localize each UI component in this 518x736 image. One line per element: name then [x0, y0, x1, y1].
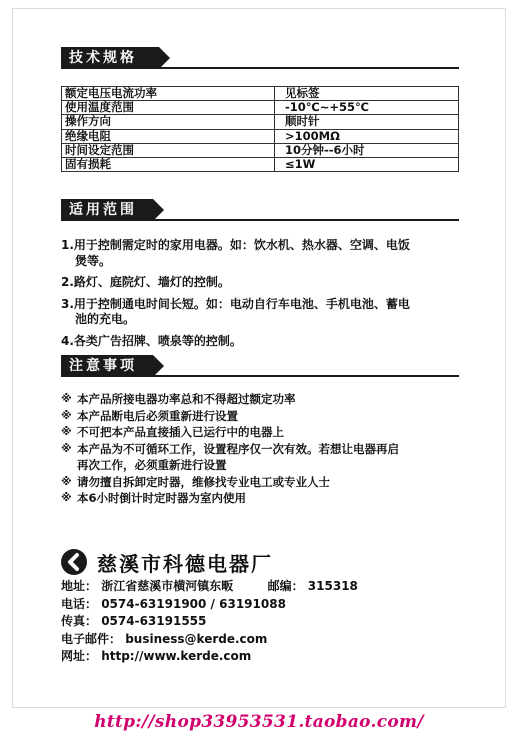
table-row	[62, 143, 459, 157]
spec-value: ≤1W	[275, 157, 459, 171]
phone-label: 电话：	[61, 596, 98, 611]
shop-url-watermark[interactable]: http://shop33953531.taobao.com/	[94, 712, 424, 732]
notes-section-header	[61, 355, 153, 377]
note-text: 本产品断电后必须重新进行设置	[77, 408, 238, 423]
scope-section-title: 适用范围	[69, 202, 137, 218]
email-value: business@kerde.com	[125, 631, 268, 646]
email-line	[61, 631, 481, 649]
spec-value: 见标签	[275, 87, 459, 101]
table-row	[62, 87, 459, 101]
address-line	[61, 578, 481, 596]
postcode-value: 315318	[307, 579, 358, 593]
postcode-label: 邮编：	[267, 579, 304, 593]
fax-label: 传真：	[61, 614, 98, 629]
company-name: 慈溪市科德电器厂	[97, 551, 273, 576]
reference-mark-icon: ※	[61, 441, 72, 455]
scope-item-continuation: 池的充电。	[75, 312, 136, 326]
contact-info	[61, 578, 481, 666]
reference-mark-icon: ※	[61, 474, 72, 488]
reference-mark-icon: ※	[61, 408, 72, 422]
note-text: 本产品所接电器功率总和不得超过额定功率	[77, 392, 296, 406]
note-text: 本产品为不可循环工作，设置程序仅一次有效。若想让电器再启	[77, 441, 399, 456]
note-text: 不可把本产品直接插入已运行中的电器上	[77, 425, 284, 439]
list-item	[61, 408, 466, 425]
fax-value: 0574-63191555	[101, 614, 207, 629]
specs-table	[61, 86, 459, 172]
list-item	[61, 490, 466, 507]
fax-line	[61, 613, 481, 631]
list-item	[61, 474, 466, 491]
spec-key: 时间设定范围	[62, 143, 275, 157]
website-value: http://www.kerde.com	[101, 649, 252, 664]
phone-line	[61, 596, 481, 614]
list-item	[61, 424, 466, 441]
scope-list	[61, 238, 466, 355]
website-label: 网址：	[61, 649, 98, 664]
note-text: 本6小时倒计时定时器为室内使用	[77, 491, 246, 505]
address-value: 浙江省慈溪市横河镇东畈	[101, 579, 234, 593]
reference-mark-icon: ※	[61, 392, 72, 405]
spec-key: 额定电压电流功率	[62, 87, 275, 101]
reference-mark-icon: ※	[61, 425, 72, 438]
email-label: 电子邮件：	[61, 631, 122, 646]
specs-section-divider	[61, 67, 459, 69]
company-block	[61, 548, 273, 576]
table-row	[62, 157, 459, 171]
company-logo-icon	[61, 549, 87, 575]
scope-section-divider	[61, 219, 459, 221]
note-text-continuation: 再次工作，必须重新进行设置	[77, 458, 227, 472]
notes-section-divider	[61, 375, 459, 377]
spec-value: 10分钟--6小时	[275, 143, 459, 157]
list-item	[61, 275, 466, 291]
table-row	[62, 101, 459, 115]
note-text: 请勿擅自拆卸定时器，维修找专业电工或专业人士	[77, 474, 330, 489]
list-item	[61, 441, 466, 474]
spec-value: -10℃~+55℃	[275, 101, 459, 115]
scope-item-continuation: 煲等。	[75, 253, 112, 268]
scope-item-text: 3.用于控制通电时间长短。如：电动自行车电池、手机电池、蓄电	[61, 296, 410, 311]
notes-list	[61, 391, 466, 507]
scope-item-text: 4.各类广告招牌、喷泉等的控制。	[61, 333, 242, 348]
notes-section-title: 注意事项	[69, 358, 137, 374]
spec-key: 绝缘电阻	[62, 129, 275, 143]
phone-value: 0574-63191900 / 63191088	[101, 596, 286, 611]
spec-key: 固有损耗	[62, 157, 275, 171]
list-item	[61, 334, 466, 350]
reference-mark-icon: ※	[61, 491, 72, 504]
spec-key: 操作方向	[62, 115, 275, 129]
spec-value: 顺时针	[275, 115, 459, 129]
address-label: 地址：	[61, 579, 98, 593]
spec-key: 使用温度范围	[62, 101, 275, 115]
list-item	[61, 297, 466, 328]
scope-item-text: 1.用于控制需定时的家用电器。如：饮水机、热水器、空调、电饭	[61, 238, 410, 252]
list-item	[61, 391, 466, 408]
specs-section-header	[61, 47, 159, 69]
spec-value: >100MΩ	[275, 129, 459, 143]
table-row	[62, 129, 459, 143]
list-item	[61, 238, 466, 269]
scope-item-text: 2.路灯、庭院灯、墙灯的控制。	[61, 275, 230, 289]
specs-section-title: 技术规格	[69, 50, 137, 66]
website-line	[61, 648, 481, 666]
scope-section-header	[61, 199, 153, 221]
table-row	[62, 115, 459, 129]
